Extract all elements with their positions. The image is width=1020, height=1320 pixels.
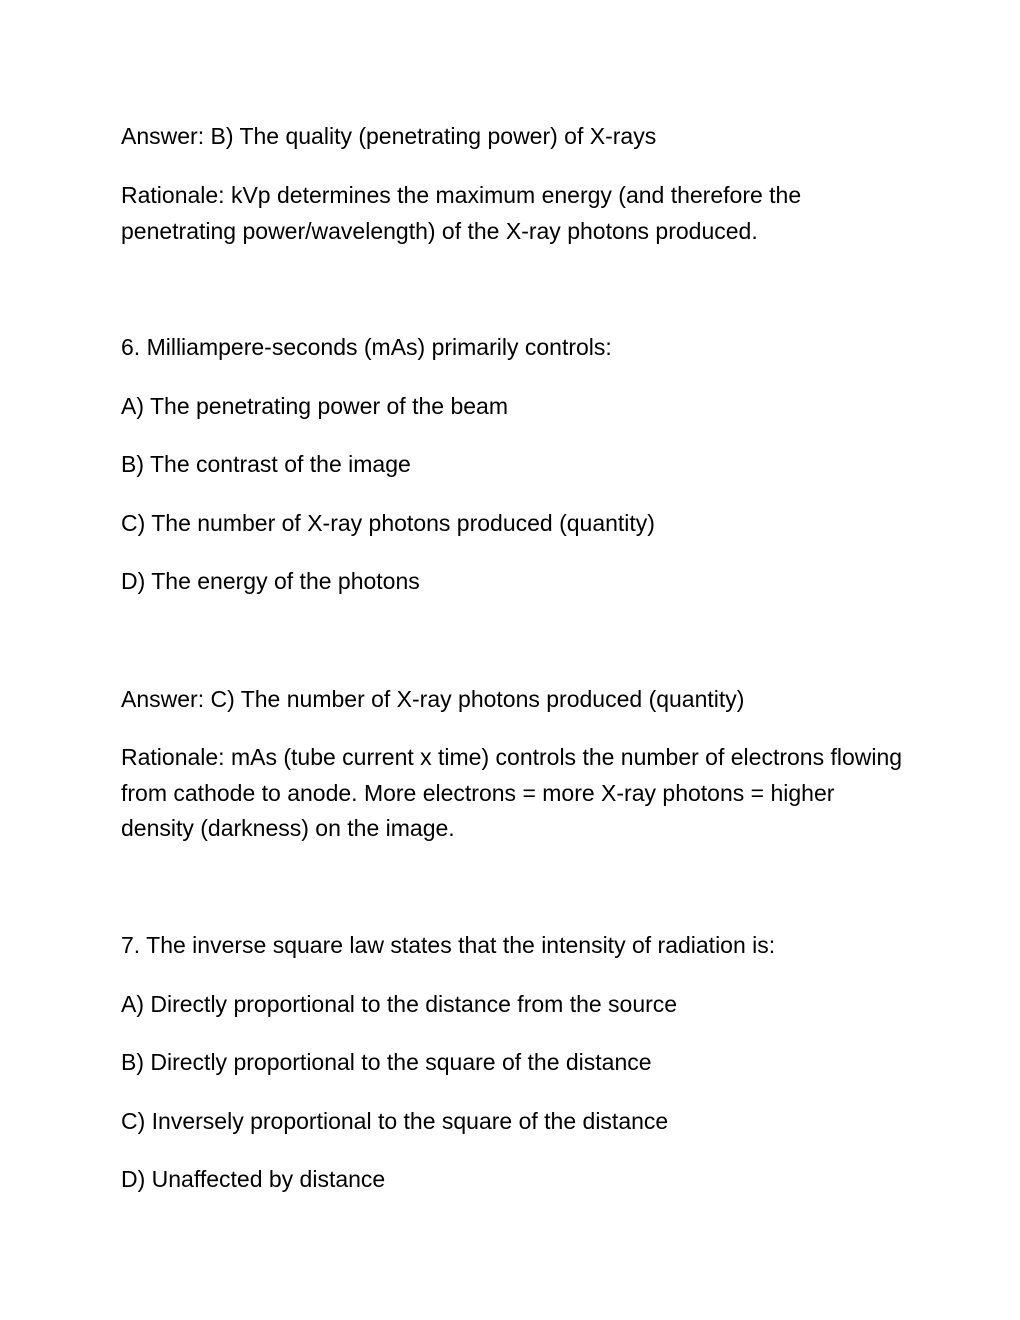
q5-rationale: Rationale: kVp determines the maximum energy (and therefore the penetrating power/wavelength) of the X-ray photons produced. xyxy=(121,182,802,244)
q6-option-b: B) The contrast of the image xyxy=(121,451,411,477)
q6-option-a: A) The penetrating power of the beam xyxy=(121,393,508,419)
q6-option-c: C) The number of X-ray photons produced (quantity) xyxy=(121,510,655,536)
q6-option-d: D) The energy of the photons xyxy=(121,568,420,594)
q6-rationale: Rationale: mAs (tube current x time) controls the number of electrons flowing from cathode to anode. More electrons = more X-ray photons = higher density (darkness) on the image. xyxy=(121,744,903,841)
q7-option-a: A) Directly proportional to the distance from the source xyxy=(121,991,678,1017)
q7-option-d: D) Unaffected by distance xyxy=(121,1166,386,1192)
q6-answer: Answer: C) The number of X-ray photons produced (quantity) xyxy=(121,686,745,712)
q7-option-b: B) Directly proportional to the square of the distance xyxy=(121,1049,652,1075)
q7-question: 7. The inverse square law states that the intensity of radiation is: xyxy=(121,932,776,958)
q7-option-c: C) Inversely proportional to the square of the distance xyxy=(121,1108,669,1134)
q5-answer: Answer: B) The quality (penetrating power) of X-rays xyxy=(121,123,657,149)
q6-question: 6. Milliampere-seconds (mAs) primarily controls: xyxy=(121,334,612,360)
